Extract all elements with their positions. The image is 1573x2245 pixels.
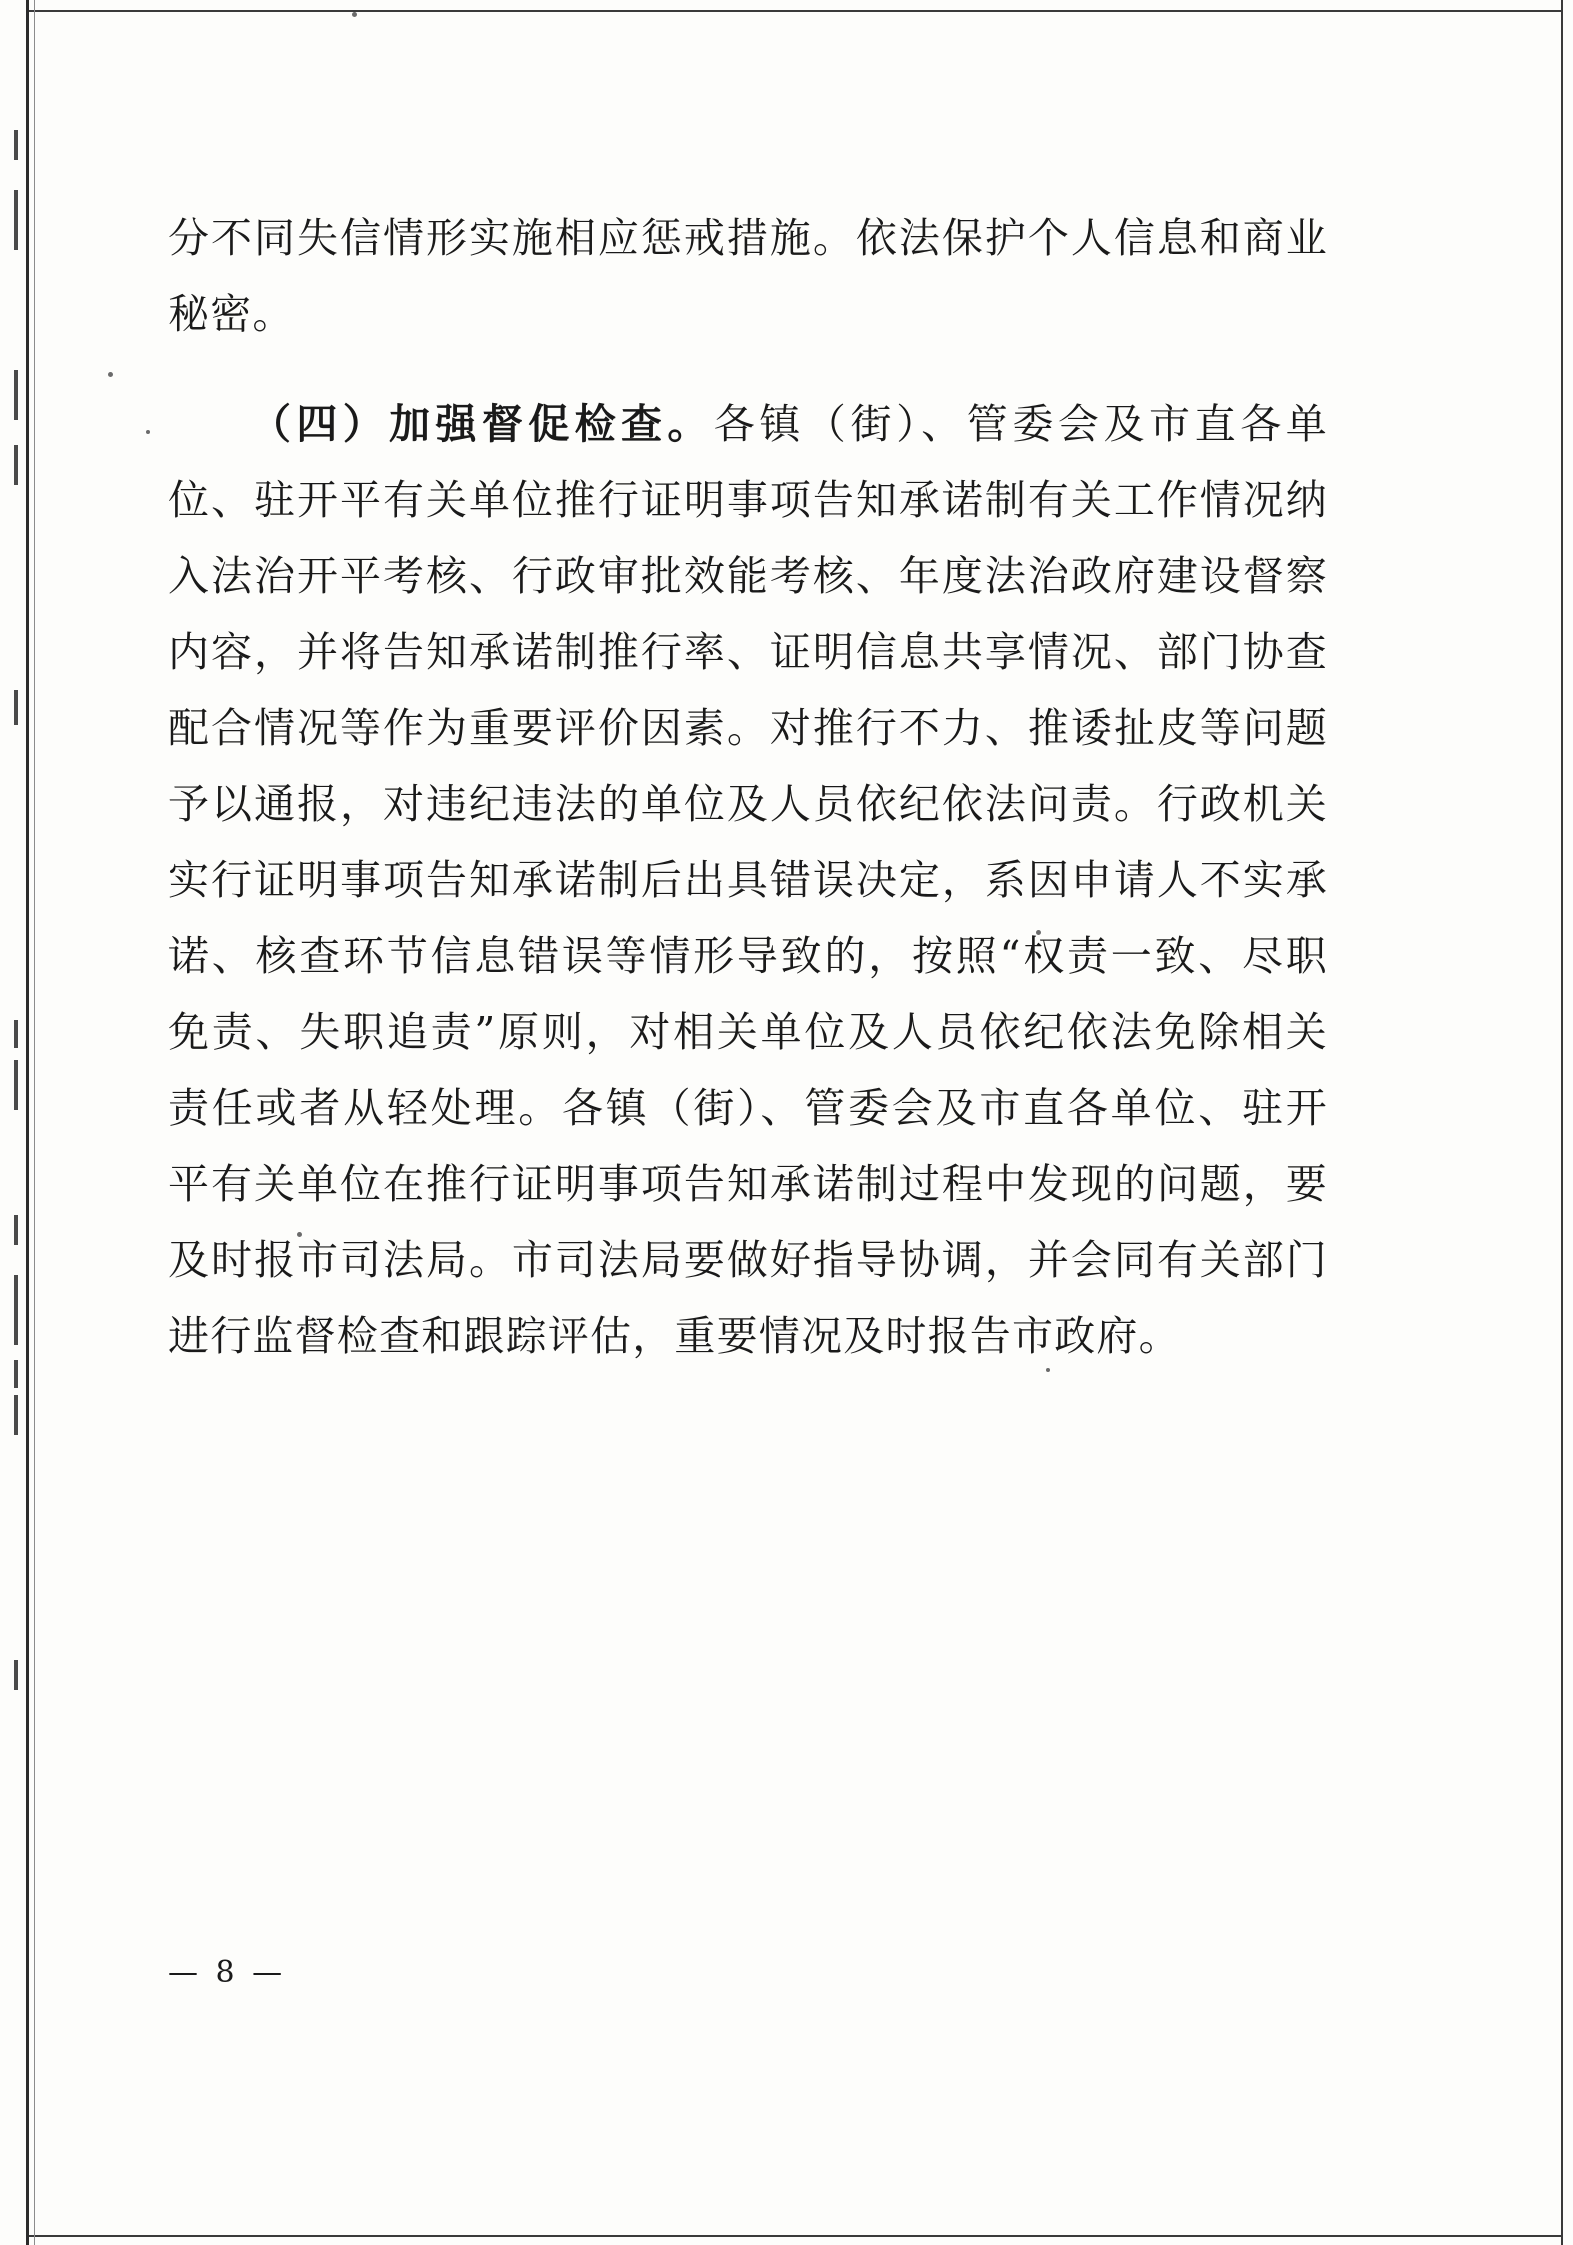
page-number: — 8 — — [168, 1955, 287, 1990]
paragraph-text: 各镇（街）、管委会及市直各单位、驻开平有关单位推行证明事项告知承诺制有关工作情况纳入法治开平考核、行政审批效能考核、年度法治政府建设督察内容，并将告知承诺制推行率、证明信息共享情况、部门协查配合情况等作为重要评价因素。对推行不力、推诿扯皮等问题予以通报，对违纪违法的单位及人员依纪依法问责。行政机关实行证明事项告知承诺制后出具错误决定，系因申请人不实承诺、核查环节信息错误等情形导致的，按照“权责一致、尽职免责、失职追责”原则，对相关单位及人员依纪依法免除相关责任或者从轻处理。各镇（街）、管委会及市直各单位、驻开平有关单位在推行证明事项告知承诺制过程中发现的问题，要及时报市司法局。市司法局要做好指导协调，并会同有关部门进行监督检查和跟踪评估，重要情况及时报告市政府。 — [168, 400, 1328, 1360]
document-body — [168, 200, 1328, 1380]
scan-speck — [146, 430, 150, 434]
page-border-top — [26, 10, 1563, 12]
page-border-left-secondary — [34, 0, 35, 2245]
page-border-bottom — [26, 2235, 1563, 2237]
paragraph-section-four — [168, 386, 1328, 1374]
scan-speck — [108, 372, 113, 377]
page-border-left — [26, 0, 29, 2245]
paragraph-continued — [168, 200, 1328, 352]
page-border-right — [1561, 0, 1563, 2245]
scan-margin-dashes — [14, 0, 20, 2245]
paragraph-text: 分不同失信情形实施相应惩戒措施。依法保护个人信息和商业秘密。 — [168, 214, 1328, 338]
section-heading-label: （四）加强督促检查。 — [250, 400, 714, 448]
scan-speck — [352, 12, 357, 17]
